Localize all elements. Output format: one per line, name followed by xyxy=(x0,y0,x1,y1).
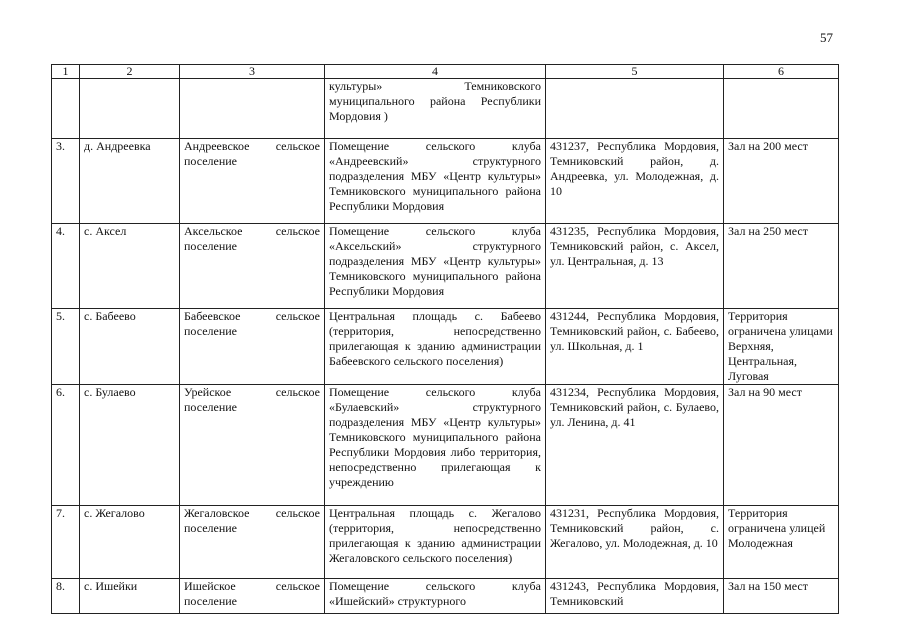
settlement-cell: Ишейское сельское поселение xyxy=(180,579,325,614)
address-cell: 431231, Республика Мордовия, Темниковский район, с. Жегалово, ул. Молодежная, д. 10 xyxy=(546,506,724,579)
settlement-cell: Аксельское сельское поселение xyxy=(180,224,325,309)
table-row xyxy=(52,224,839,309)
table-row xyxy=(52,579,839,614)
table-row xyxy=(52,79,839,139)
settlement-cell: Жегаловское сельское поселение xyxy=(180,506,325,579)
address-cell: 431235, Республика Мордовия, Темниковский район, с. Аксел, ул. Центральная, д. 13 xyxy=(546,224,724,309)
table-row xyxy=(52,385,839,506)
premises-cell: культуры» Темниковского муниципального района Республики Мордовия ) xyxy=(325,79,546,139)
locality-cell: с. Аксел xyxy=(80,224,180,309)
address-cell: 431237, Республика Мордовия, Темниковский район, д. Андреевка, ул. Молодежная, д. 10 xyxy=(546,139,724,224)
capacity-cell: Зал на 150 мест xyxy=(724,579,839,614)
table-header-row xyxy=(52,65,839,79)
locality-cell xyxy=(80,79,180,139)
address-cell: 431234, Республика Мордовия, Темниковский район, с. Булаево, ул. Ленина, д. 41 xyxy=(546,385,724,506)
premises-cell: Центральная площадь с. Жегалово (территория, непосредственно прилегающая к зданию администрации Жегаловского сельского поселения) xyxy=(325,506,546,579)
row-number: 5. xyxy=(52,309,80,385)
polling-places-table xyxy=(51,64,839,614)
row-number: 8. xyxy=(52,579,80,614)
premises-cell: Помещение сельского клуба «Булаевский» структурного подразделения МБУ «Центр культуры» Темниковского муниципального района Республики Мордовия либо территория, непосредственно прилегающая к учреждению xyxy=(325,385,546,506)
capacity-cell: Зал на 90 мест xyxy=(724,385,839,506)
settlement-cell: Бабеевское сельское поселение xyxy=(180,309,325,385)
address-cell: 431243, Республика Мордовия, Темниковский xyxy=(546,579,724,614)
premises-cell: Помещение сельского клуба «Аксельский» структурного подразделения МБУ «Центр культуры» Темниковского муниципального района Республики Мордовия xyxy=(325,224,546,309)
premises-cell: Помещение сельского клуба «Андреевский» структурного подразделения МБУ «Центр культуры» Темниковского муниципального района Республики Мордовия xyxy=(325,139,546,224)
column-header-1: 1 xyxy=(52,65,80,79)
column-header-4: 4 xyxy=(325,65,546,79)
locality-cell: с. Жегалово xyxy=(80,506,180,579)
column-header-3: 3 xyxy=(180,65,325,79)
premises-cell: Помещение сельского клуба «Ишейский» структурного xyxy=(325,579,546,614)
locality-cell: с. Ишейки xyxy=(80,579,180,614)
capacity-cell: Зал на 250 мест xyxy=(724,224,839,309)
address-cell xyxy=(546,79,724,139)
row-number: 7. xyxy=(52,506,80,579)
locality-cell: д. Андреевка xyxy=(80,139,180,224)
locality-cell: с. Булаево xyxy=(80,385,180,506)
settlement-cell: Андреевское сельское поселение xyxy=(180,139,325,224)
column-header-6: 6 xyxy=(724,65,839,79)
row-number: 6. xyxy=(52,385,80,506)
capacity-cell xyxy=(724,79,839,139)
table-row xyxy=(52,506,839,579)
settlement-cell: Урейское сельское поселение xyxy=(180,385,325,506)
settlement-cell xyxy=(180,79,325,139)
premises-cell: Центральная площадь с. Бабеево (территория, непосредственно прилегающая к зданию администрации Бабеевского сельского поселения) xyxy=(325,309,546,385)
capacity-cell: Зал на 200 мест xyxy=(724,139,839,224)
table-row xyxy=(52,139,839,224)
table-row xyxy=(52,309,839,385)
row-number xyxy=(52,79,80,139)
column-header-5: 5 xyxy=(546,65,724,79)
row-number: 3. xyxy=(52,139,80,224)
column-header-2: 2 xyxy=(80,65,180,79)
address-cell: 431244, Республика Мордовия, Темниковский район, с. Бабеево, ул. Школьная, д. 1 xyxy=(546,309,724,385)
capacity-cell: Территория ограничена улицей Молодежная xyxy=(724,506,839,579)
locality-cell: с. Бабеево xyxy=(80,309,180,385)
page-number: 57 xyxy=(820,30,833,45)
row-number: 4. xyxy=(52,224,80,309)
capacity-cell: Территория ограничена улицами Верхняя, Центральная, Луговая xyxy=(724,309,839,385)
